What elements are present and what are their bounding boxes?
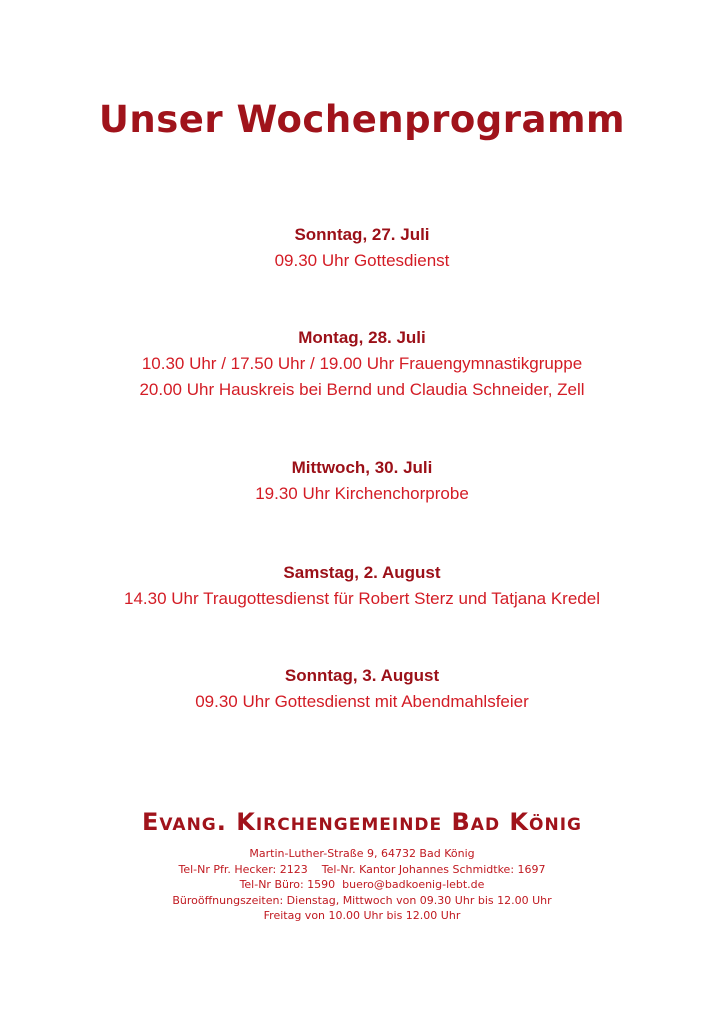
address-line: Martin-Luther-Straße 9, 64732 Bad König: [249, 847, 475, 860]
event-line: 10.30 Uhr / 17.50 Uhr / 19.00 Uhr Frauengymnastikgruppe: [141, 354, 583, 373]
event-block-sonntag-27-juli: [0, 222, 724, 274]
page-title: Unser Wochenprogramm: [98, 98, 626, 141]
event-day-heading: Mittwoch, 30. Juli: [291, 458, 433, 477]
event-line: 09.30 Uhr Gottesdienst: [274, 251, 450, 270]
event-day-heading: Samstag, 2. August: [283, 563, 441, 582]
organization-name: Evang. Kirchengemeinde Bad König: [142, 808, 582, 836]
event-block-sonntag-3-august: [0, 663, 724, 715]
event-block-mittwoch-30-juli: [0, 455, 724, 507]
contact-block: [0, 846, 724, 924]
event-block-samstag-2-august: [0, 560, 724, 612]
event-line: 19.30 Uhr Kirchenchorprobe: [255, 484, 469, 503]
event-block-montag-28-juli: [0, 325, 724, 403]
office-contact-line: Tel-Nr Büro: 1590 buero@badkoenig-lebt.de: [239, 878, 485, 891]
event-line: 20.00 Uhr Hauskreis bei Bernd und Claudia Schneider, Zell: [139, 380, 585, 399]
event-line: 09.30 Uhr Gottesdienst mit Abendmahlsfeier: [195, 692, 529, 711]
phone-line: Tel-Nr Pfr. Hecker: 2123 Tel-Nr. Kantor Johannes Schmidtke: 1697: [178, 862, 546, 876]
office-hours-line: Büroöffnungszeiten: Dienstag, Mittwoch von 09.30 Uhr bis 12.00 Uhr: [172, 893, 552, 907]
event-line: 14.30 Uhr Traugottesdienst für Robert Sterz und Tatjana Kredel: [124, 589, 600, 608]
event-day-heading: Sonntag, 3. August: [284, 666, 440, 685]
office-hours-friday-line: Freitag von 10.00 Uhr bis 12.00 Uhr: [263, 909, 461, 922]
event-day-heading: Montag, 28. Juli: [298, 328, 426, 347]
event-day-heading: Sonntag, 27. Juli: [294, 225, 430, 244]
